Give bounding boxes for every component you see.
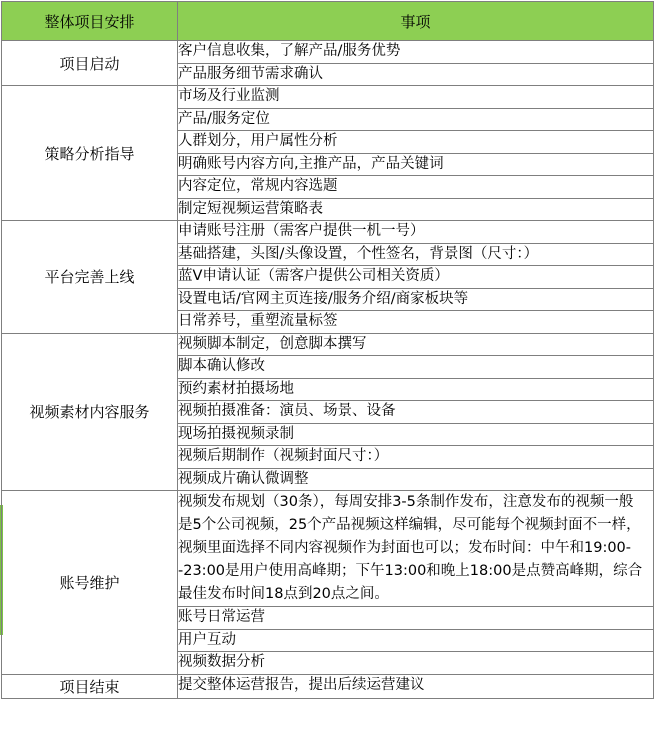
task-cell: 脚本确认修改 bbox=[178, 356, 654, 379]
task-cell: 视频后期制作（视频封面尺寸：） bbox=[178, 446, 654, 469]
task-cell: 提交整体运营报告，提出后续运营建议 bbox=[178, 674, 654, 698]
task-cell: 账号日常运营 bbox=[178, 607, 654, 630]
task-cell: 基础搭建，头图/头像设置，个性签名，背景图（尺寸：） bbox=[178, 243, 654, 266]
task-cell: 用户互动 bbox=[178, 629, 654, 652]
task-cell: 蓝V申请认证（需客户提供公司相关资质） bbox=[178, 266, 654, 289]
task-cell: 预约素材拍摄场地 bbox=[178, 378, 654, 401]
task-cell: 视频成片确认微调整 bbox=[178, 468, 654, 491]
task-cell: 日常养号，重塑流量标签 bbox=[178, 311, 654, 334]
task-cell: 人群划分，用户属性分析 bbox=[178, 131, 654, 154]
task-cell: 内容定位，常规内容选题 bbox=[178, 176, 654, 199]
task-cell: 产品/服务定位 bbox=[178, 108, 654, 131]
task-cell: 产品服务细节需求确认 bbox=[178, 63, 654, 86]
header-phase: 整体项目安排 bbox=[2, 2, 178, 41]
task-cell: 视频脚本制定，创意脚本撰写 bbox=[178, 333, 654, 356]
task-cell: 市场及行业监测 bbox=[178, 86, 654, 109]
table-row bbox=[2, 86, 654, 109]
task-cell: 客户信息收集，了解产品/服务优势 bbox=[178, 41, 654, 64]
project-plan-table bbox=[1, 1, 654, 699]
phase-cell: 视频素材内容服务 bbox=[2, 333, 178, 491]
phase-cell: 账号维护 bbox=[2, 491, 178, 675]
task-cell: 视频数据分析 bbox=[178, 652, 654, 675]
header-tasks: 事项 bbox=[178, 2, 654, 41]
phase-cell: 项目结束 bbox=[2, 674, 178, 698]
task-cell: 视频拍摄准备：演员、场景、设备 bbox=[178, 401, 654, 424]
table-row bbox=[2, 674, 654, 698]
task-cell: 明确账号内容方向,主推产品，产品关键词 bbox=[178, 153, 654, 176]
task-cell: 视频发布规划（30条），每周安排3-5条制作发布，注意发布的视频一般是5个公司视频，25个产品视频这样编辑，尽可能每个视频封面不一样，视频里面选择不同内容视频作为封面也可以；发布时间：中午和19:00--23:00是用户使用高峰期；下午13:00和晚上18:00是点赞高峰期，综合最佳发布时间18点到20点之间。 bbox=[178, 491, 654, 607]
task-cell: 申请账号注册（需客户提供一机一号） bbox=[178, 221, 654, 244]
phase-cell: 项目启动 bbox=[2, 41, 178, 86]
table-row bbox=[2, 221, 654, 244]
table-row bbox=[2, 41, 654, 64]
task-cell: 设置电话/官网主页连接/服务介绍/商家板块等 bbox=[178, 288, 654, 311]
header-row bbox=[2, 2, 654, 41]
phase-cell: 策略分析指导 bbox=[2, 86, 178, 221]
phase-cell: 平台完善上线 bbox=[2, 221, 178, 334]
task-cell: 制定短视频运营策略表 bbox=[178, 198, 654, 221]
table-row bbox=[2, 491, 654, 607]
task-cell: 现场拍摄视频录制 bbox=[178, 423, 654, 446]
table-row bbox=[2, 333, 654, 356]
